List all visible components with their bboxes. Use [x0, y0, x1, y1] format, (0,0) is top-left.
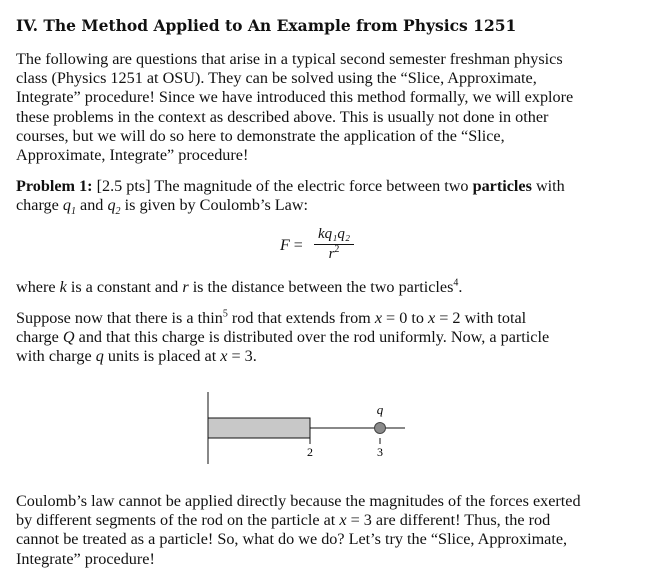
var-Q: Q	[62, 328, 75, 347]
point-particle	[375, 423, 386, 434]
intro-paragraph	[16, 50, 646, 165]
closing-line: Coulomb’s law cannot be applied directly because the magnitudes of the forces exerted	[16, 492, 581, 510]
var-r: r	[182, 278, 189, 296]
charge-q2: $q_2$	[107, 196, 121, 218]
intro-line: courses, but we will do so here to demonstrate the application of the “Slice,	[16, 126, 505, 145]
particle-label: q	[376, 402, 384, 417]
problem-bold-word: particles	[472, 177, 532, 195]
charge-q1: $q_1$	[62, 196, 76, 218]
var-k: k	[59, 278, 67, 296]
formula-fraction	[314, 226, 354, 263]
problem-statement	[16, 177, 646, 218]
problem-text: is given by Coulomb’s Law:	[124, 196, 309, 215]
problem-text: charge	[16, 196, 59, 215]
closing-line: cannot be treated as a particle! So, what do we do? Let’s try the “Slice, Approximate,	[16, 530, 568, 549]
tick-label-3: 3	[377, 445, 383, 459]
intro-line: these problems in the context as described above. This is usually not done in other	[16, 107, 549, 126]
intro-line: Approximate, Integrate” procedure!	[16, 146, 249, 165]
closing-paragraph: Coulomb’s law cannot be applied directly because the magnitudes of the forces exerted by different segments of the rod on the particle at x = 3 are different! Thus, the rod cannot be treated as a particle! So, what do we do? Let’s try the “Slice, Approximate, Integrate” procedure!	[16, 492, 646, 569]
tick-label-2: 2	[307, 445, 313, 459]
footnote-5: 5	[222, 308, 228, 320]
problem-text: The magnitude of the electric force between two	[154, 177, 469, 195]
suppose-paragraph: Suppose now that there is a thin$^5$ rod that extends from x = 0 to x = 2 with total charge Q and that this charge is distributed over the rod uniformly. Now, a particle with charge q units is placed at x = 3.	[16, 308, 550, 366]
problem-label: Problem 1:	[16, 177, 93, 195]
section-title: IV. The Method Applied to An Example from Physics 1251	[16, 16, 517, 35]
intro-line: class (Physics 1251 at OSU). They can be solved using the “Slice, Approximate,	[16, 69, 537, 88]
closing-line: Integrate” procedure!	[16, 549, 155, 568]
problem-points: [2.5 pts]	[96, 177, 151, 195]
footnote-4: 4	[453, 277, 459, 289]
intro-line: The following are questions that arise in a typical second semester freshman physics	[16, 50, 563, 68]
var-q: q	[95, 347, 104, 366]
formula-denominator: $r^2$	[328, 244, 340, 262]
where-line: where k is a constant and r is the distance between the two particles$^4$.	[16, 277, 463, 296]
formula-lhs: F	[280, 237, 290, 254]
charged-rod	[208, 418, 310, 438]
formula-numerator: kq₁q₂	[317, 226, 351, 242]
rod-particle-diagram	[200, 388, 420, 468]
intro-line: Integrate” procedure! Since we have introduced this method formally, we will explore	[16, 88, 574, 107]
problem-text: and	[80, 196, 104, 215]
formula-equals: =	[293, 237, 303, 254]
problem-text-end: with	[535, 177, 565, 195]
